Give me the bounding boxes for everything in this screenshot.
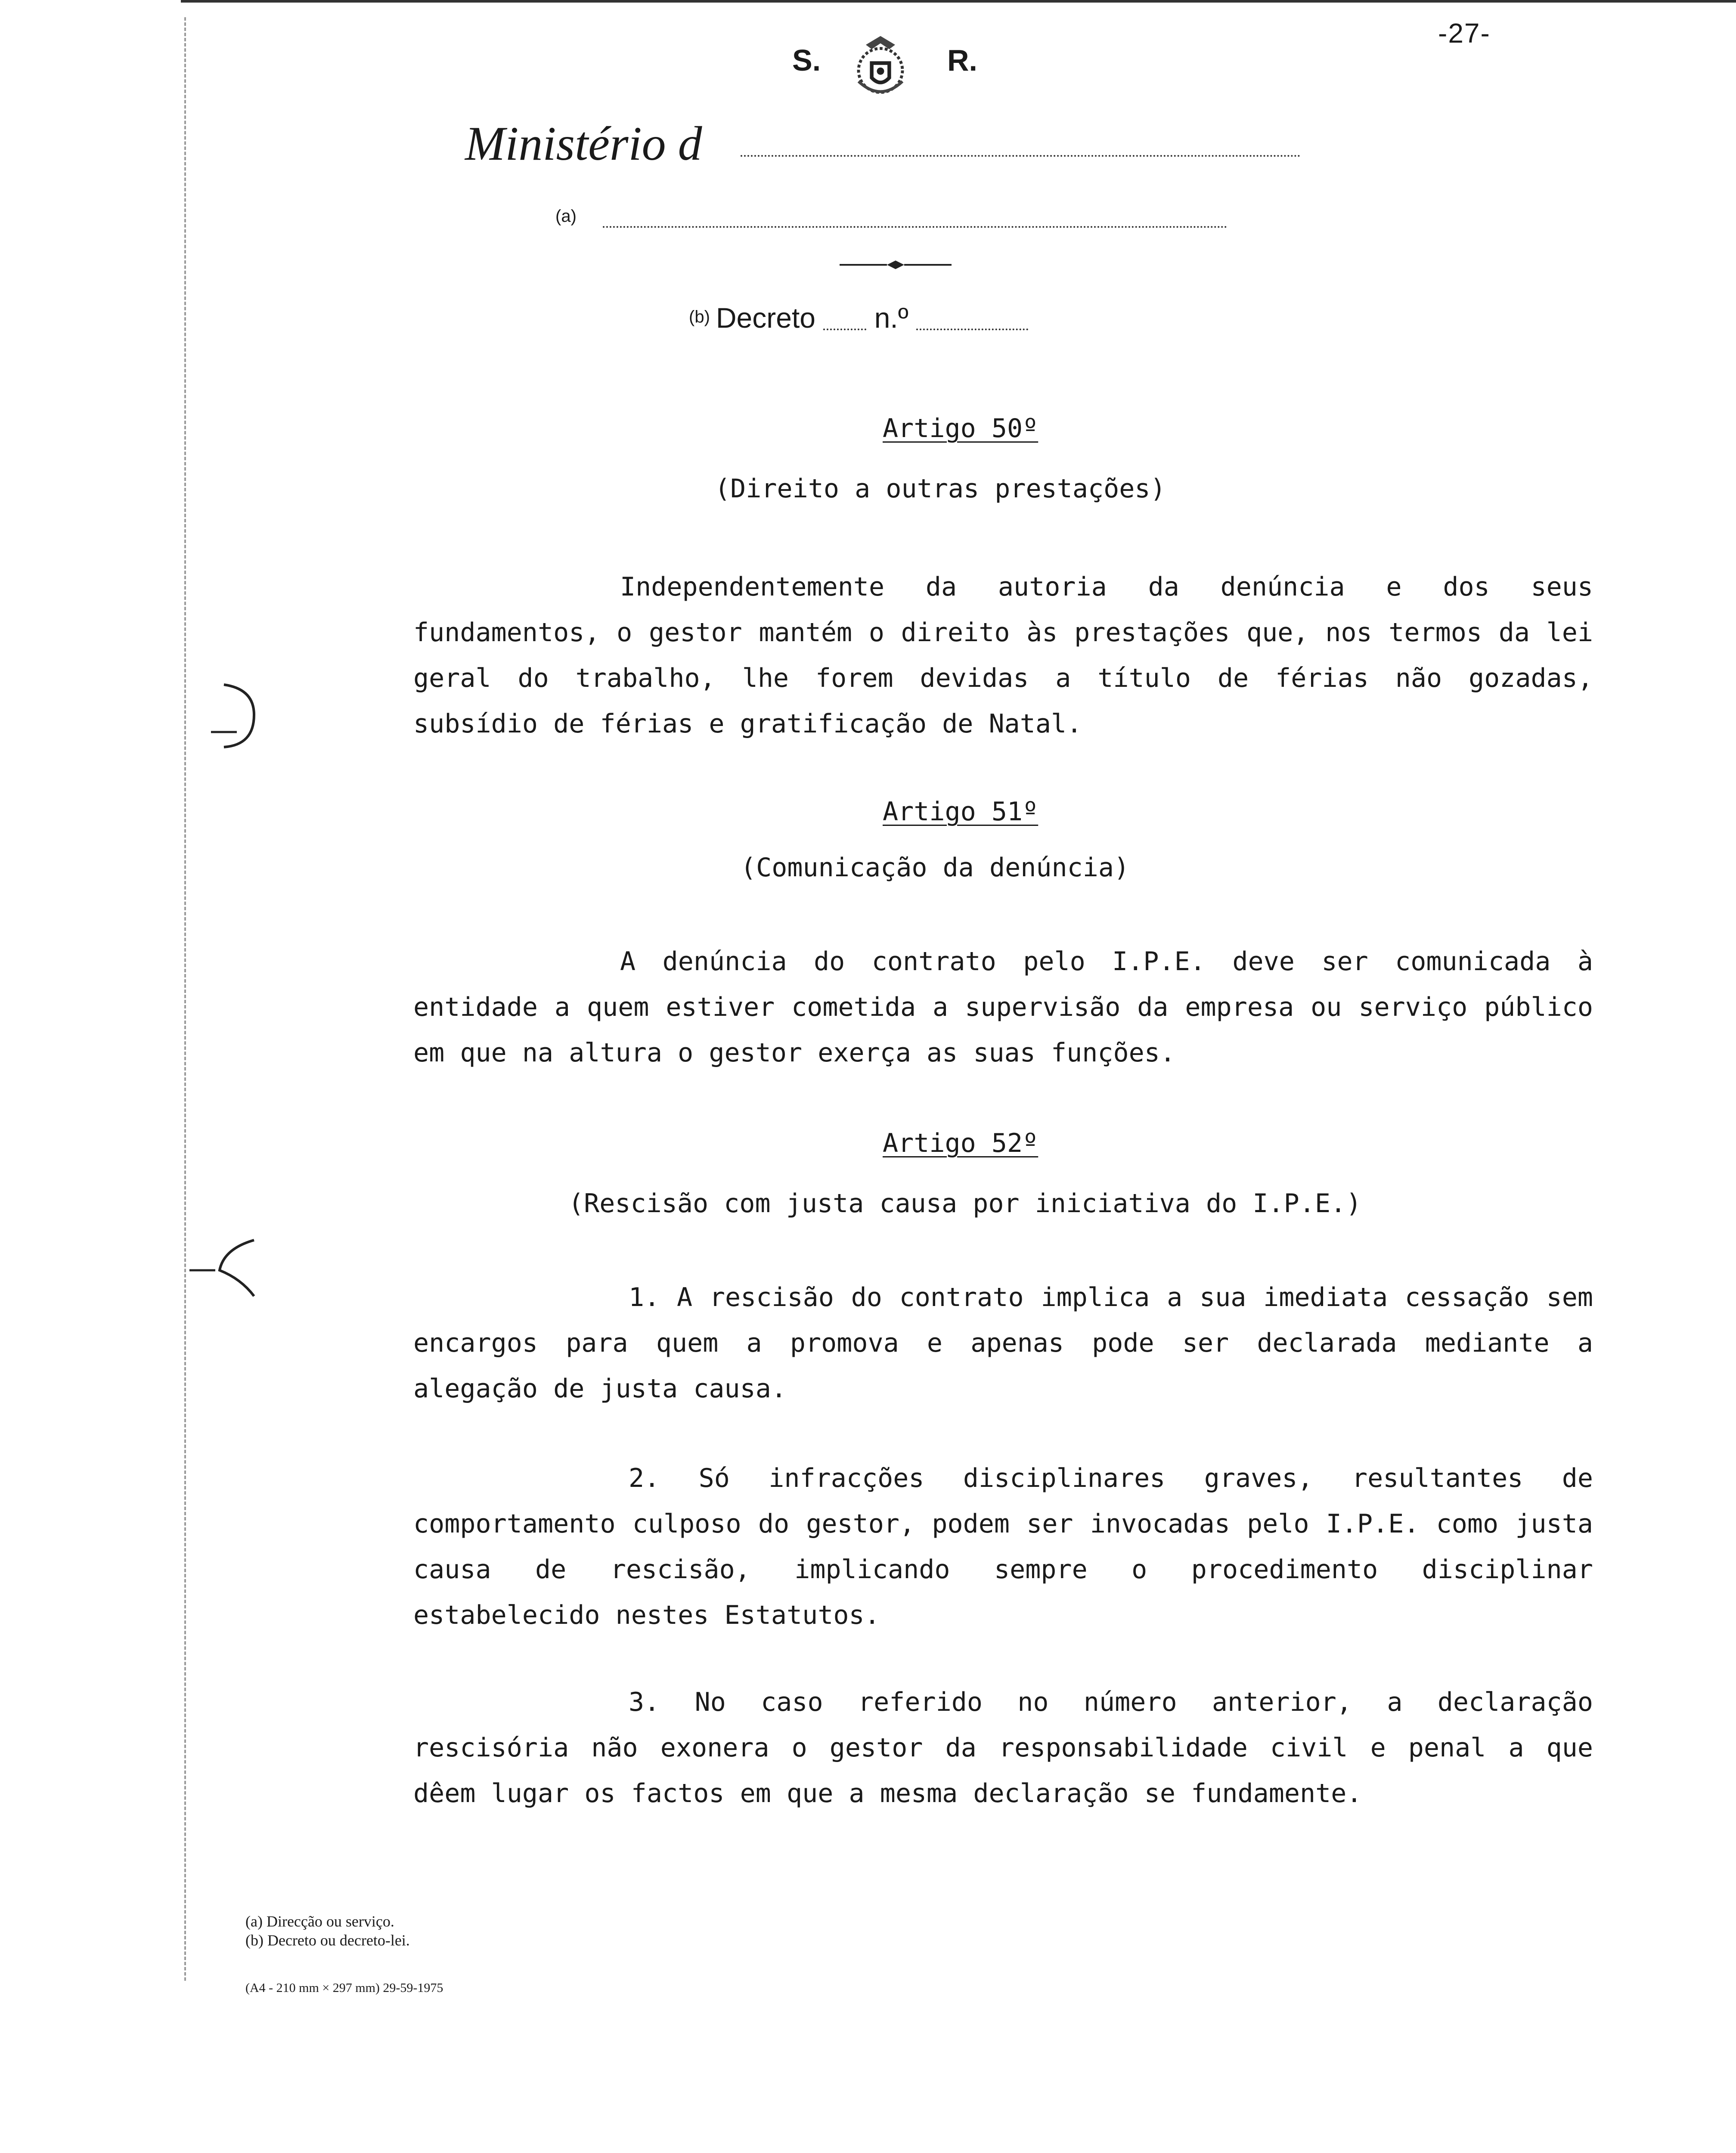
form-code: (A4 - 210 mm × 297 mm) 29-59-1975 (245, 1981, 443, 1995)
decree-number-label: n.º (874, 302, 908, 334)
header-letter-s: S. (792, 43, 821, 77)
page-number: -27- (1438, 18, 1491, 49)
article-subtitle: (Rescisão com justa causa por iniciativa do I.P.E.) (568, 1188, 1362, 1219)
article-paragraph: Independentemente da autoria da denúncia e dos seus fundamentos, o gestor mantém o direito às prestações que, nos termos da lei geral do trabalho, lhe forem devidas a título de férias não gozadas, subsídio de férias e gratificação de Natal. (413, 572, 1593, 739)
decree-label: Decreto (716, 302, 815, 334)
article-heading: Artigo 52º (883, 1128, 1038, 1158)
decree-type-blank (823, 307, 866, 330)
footnote-marker-b: (b) (689, 307, 710, 326)
coat-of-arms-icon (844, 30, 917, 103)
ministry-label: Ministério d (465, 117, 702, 171)
article-paragraph: 1. A rescisão do contrato implica a sua imediata cessação sem encargos para quem a promova e apenas pode ser declarada mediante a alegação de justa causa. (413, 1282, 1593, 1404)
left-margin-rule (184, 17, 186, 1981)
decree-line (689, 301, 1028, 334)
article-paragraph: 3. No caso referido no número anterior, a declaração rescisória não exonera o gestor da responsabilidade civil e penal a que dêem lugar os factos em que a mesma declaração se fundamente. (413, 1687, 1593, 1809)
article-heading: Artigo 50º (883, 413, 1038, 444)
footnotes (245, 1912, 410, 1950)
article-subtitle: (Direito a outras prestações) (715, 474, 1166, 504)
margin-bracket-mark-icon (211, 672, 267, 758)
footnote-marker-a: (a) (555, 207, 577, 226)
decree-number-blank (916, 307, 1028, 330)
article-paragraph: 2. Só infracções disciplinares graves, resultantes de comportamento culposo do gestor, podem ser invocadas pelo I.P.E. como justa causa de rescisão, implicando sempre o procedimento disciplinar estabelecido nestes Estatutos. (413, 1463, 1593, 1630)
department-fill-line (603, 226, 1227, 228)
divider-ornament-icon (840, 258, 952, 271)
header-letter-r: R. (947, 43, 977, 77)
article-paragraph: A denúncia do contrato pelo I.P.E. deve ser comunicada à entidade a quem estiver cometida a supervisão da empresa ou serviço público em que na altura o gestor exerça as suas funções. (413, 946, 1593, 1068)
article-heading: Artigo 51º (883, 797, 1038, 827)
footnote-b: (b) Decreto ou decreto-lei. (245, 1932, 410, 1949)
page-top-border (181, 0, 1736, 3)
article-subtitle: (Comunicação da denúncia) (741, 853, 1130, 883)
ministry-fill-line (741, 155, 1300, 157)
footnote-a: (a) Direcção ou serviço. (245, 1913, 394, 1930)
margin-arrow-mark-icon (189, 1232, 271, 1309)
